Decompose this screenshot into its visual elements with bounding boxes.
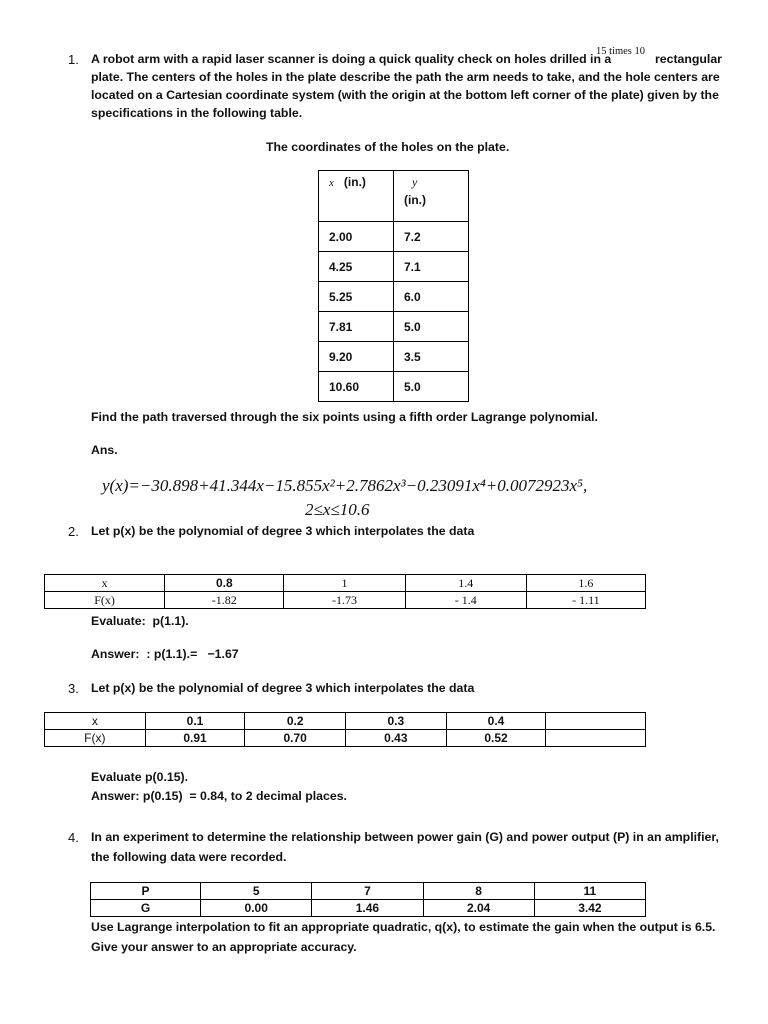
q1-text-line1	[91, 52, 611, 66]
q3-evaluate: Evaluate p(0.15).	[91, 770, 189, 784]
table-cell: 1.4	[405, 575, 526, 592]
table-cell: 0.91	[145, 730, 245, 747]
q4-number: 4.	[68, 830, 79, 845]
table-cell: -1.73	[284, 592, 405, 609]
table-cell: 10.60	[319, 372, 394, 402]
table-row	[319, 222, 469, 252]
table-cell: 5.25	[319, 282, 394, 312]
table-cell: 0.2	[245, 713, 346, 730]
table-cell: 0.1	[145, 713, 245, 730]
table-cell: 0.3	[346, 713, 447, 730]
table-cell: 6.0	[394, 282, 469, 312]
q2-evaluate: Evaluate: p(1.1).	[91, 614, 189, 628]
table-row	[319, 171, 469, 222]
table-row	[319, 342, 469, 372]
table-row	[45, 592, 646, 609]
header-y-unit: (in.)	[404, 193, 426, 207]
table-row	[319, 282, 469, 312]
table-cell: F(x)	[45, 730, 146, 747]
q4-after-line1: Use Lagrange interpolation to fit an appropriate quadratic, q(x), to estimate the gain when the output is 6.5.	[91, 920, 716, 934]
q1-text-line2: plate. The centers of the holes in the plate describe the path the arm needs to take, and the hole centers are	[91, 70, 720, 84]
table-row	[319, 372, 469, 402]
table-cell: 11	[534, 883, 645, 900]
table-cell: - 1.11	[526, 592, 645, 609]
table-cell: 5.0	[394, 312, 469, 342]
table-cell: 0.00	[201, 900, 312, 917]
table-row	[319, 252, 469, 282]
table-cell: 1	[284, 575, 405, 592]
header-y-var: y	[412, 175, 418, 189]
table-cell: - 1.4	[405, 592, 526, 609]
q4-text-line2: the following data were recorded.	[91, 850, 287, 864]
q4-data-table	[90, 882, 646, 917]
table-row	[45, 713, 646, 730]
table-cell: 4.25	[319, 252, 394, 282]
table-cell: F(x)	[45, 592, 165, 609]
q2-answer: Answer: : p(1.1).= −1.67	[91, 647, 239, 661]
q1-text-pre: A robot arm with a rapid laser scanner is doing a quick quality check on holes drilled in a	[91, 52, 612, 66]
table-cell: x	[45, 713, 146, 730]
table-cell: 9.20	[319, 342, 394, 372]
table-cell: 5.0	[394, 372, 469, 402]
table-cell: 0.8	[165, 575, 284, 592]
table-cell: 3.5	[394, 342, 469, 372]
q1-number: 1.	[68, 52, 79, 67]
q1-text-post: rectangular	[655, 52, 722, 66]
q1-table-caption: The coordinates of the holes on the plate.	[266, 140, 510, 154]
table-row	[319, 312, 469, 342]
table-cell: G	[91, 900, 201, 917]
q1-formula: y(x)=−30.898+41.344x−15.855x²+2.7862x³−0.23091x⁴+0.0072923x⁵,	[102, 476, 588, 495]
table-cell: 0.70	[245, 730, 346, 747]
table-cell	[546, 713, 646, 730]
q1-text-line3: located on a Cartesian coordinate system (with the origin at the bottom left corner of the plate) given by the	[91, 88, 719, 102]
header-x	[319, 171, 394, 222]
table-row	[91, 883, 646, 900]
table-cell: 1.6	[526, 575, 645, 592]
q1-coordinates-table	[318, 170, 469, 402]
q4-after-line2: Give your answer to an appropriate accuracy.	[91, 940, 357, 954]
q1-instruction: Find the path traversed through the six points using a fifth order Lagrange polynomial.	[91, 410, 598, 424]
table-cell: P	[91, 883, 201, 900]
q3-answer: Answer: p(0.15) = 0.84, to 2 decimal places.	[91, 789, 347, 803]
table-cell: 3.42	[534, 900, 645, 917]
q2-text: Let p(x) be the polynomial of degree 3 which interpolates the data	[91, 524, 475, 538]
header-y	[394, 171, 469, 222]
table-cell: 0.52	[446, 730, 546, 747]
q2-number: 2.	[68, 524, 79, 539]
table-cell: 7.1	[394, 252, 469, 282]
table-cell: 1.46	[312, 900, 423, 917]
table-cell: 7.81	[319, 312, 394, 342]
table-cell: 2.00	[319, 222, 394, 252]
table-cell: 7.2	[394, 222, 469, 252]
table-row	[45, 575, 646, 592]
q3-text: Let p(x) be the polynomial of degree 3 which interpolates the data	[91, 681, 475, 695]
table-row	[91, 900, 646, 917]
table-cell: 2.04	[423, 900, 534, 917]
q1-formula-range: 2≤x≤10.6	[305, 500, 370, 519]
q3-number: 3.	[68, 681, 79, 696]
q1-text-line4: specifications in the following table.	[91, 106, 303, 120]
table-cell: 0.43	[346, 730, 447, 747]
header-x-var: x	[329, 177, 334, 189]
table-cell: 5	[201, 883, 312, 900]
table-row	[45, 730, 646, 747]
table-cell: -1.82	[165, 592, 284, 609]
q2-data-table	[44, 574, 646, 609]
table-cell: 7	[312, 883, 423, 900]
q1-inline-math: 15 times 10	[596, 46, 645, 57]
table-cell: 8	[423, 883, 534, 900]
header-x-unit: (in.)	[343, 175, 366, 189]
table-cell	[546, 730, 646, 747]
q4-text-line1: In an experiment to determine the relationship between power gain (G) and power output (P) in an amplifier,	[91, 830, 719, 844]
q1-ans-label: Ans.	[91, 443, 118, 457]
table-cell: x	[45, 575, 165, 592]
q3-data-table	[44, 712, 646, 747]
table-cell: 0.4	[446, 713, 546, 730]
